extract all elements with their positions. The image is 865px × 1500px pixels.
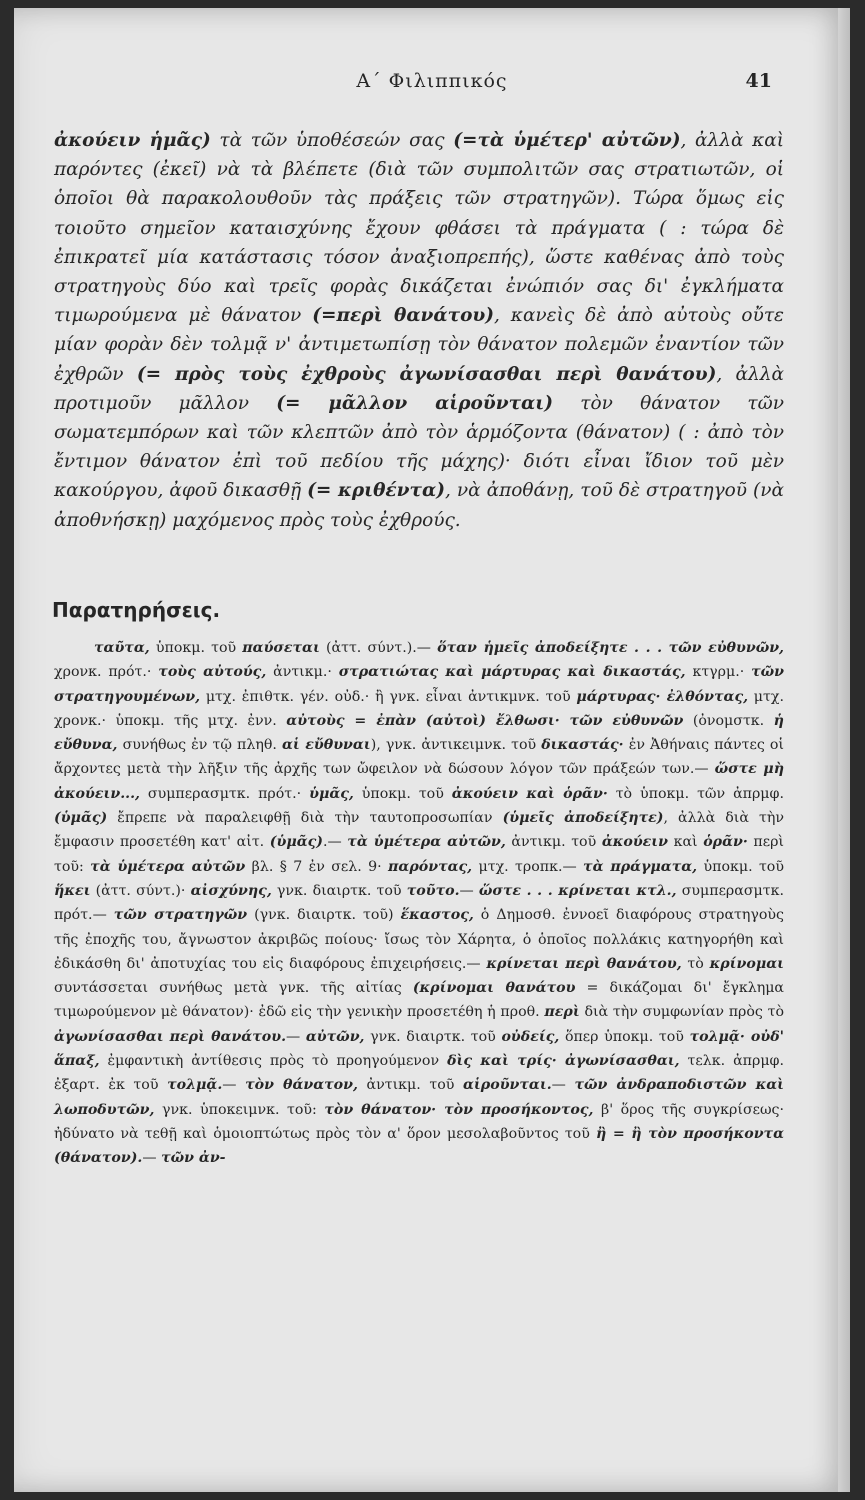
page-number: 41 (745, 70, 772, 92)
main-translation-text: ἀκούειν ἡμᾶς) τὰ τῶν ὑποθέσεών σας (=τὰ ὑμέτερ' αὐτῶν), ἀλλὰ καὶ παρόντες (ἐκεῖ) νὰ τὰ βλέπετε (διὰ τῶν συμπολιτῶν σας στρατιωτῶν, οἱ ὁποῖοι θὰ παρακολουθοῦν τὰς πράξεις τῶν στρατηγῶν). Τώρα ὅμως εἰς τοιοῦτο σημεῖον καταισχύνης ἔχουν φθάσει τὰ πράγματα ( : τώρα δὲ ἐπικρατεῖ μία κατάστασις τόσον ἀναξιοπρεπής), ὥστε καθένας ἀπὸ τοὺς στρατηγοὺς δύο καὶ τρεῖς φορὰς δικάζεται ἐνώπιόν σας δι' ἐγκλήματα τιμωρούμενα μὲ θάνατον (=περὶ θανάτου), κανεὶς δὲ ἀπὸ αὐτοὺς οὔτε μίαν φορὰν δὲν τολμᾷ ν' ἀντιμετωπίσῃ τὸν θάνατον πολεμῶν ἐναντίον τῶν ἐχθρῶν (= πρὸς τοὺς ἐχθροὺς ἀγωνίσασθαι περὶ θανάτου), ἀλλὰ προτιμοῦν μᾶλλον (= μᾶλλον αἱροῦνται) τὸν θάνατον τῶν σωματεμπόρων καὶ τῶν κλεπτῶν ἀπὸ τὸν ἁρμόζοντα (θάνατον) ( : ἀπὸ τὸν ἔντιμον θάνατον ἐπὶ τοῦ πεδίου τῆς μάχης)· διότι εἶναι ἴδιον τοῦ μὲν κακούργου, ἀφοῦ δικασθῇ (= κριθέντα), νὰ ἀποθάνῃ, τοῦ δὲ στρατηγοῦ (νὰ ἀποθνήσκῃ) μαχόμενος πρὸς τοὺς ἐχθρούς. (54, 130, 784, 531)
notes-paragraph: ταῦτα, ὑποκμ. τοῦ παύσεται (ἀττ. σύντ.).— ὅταν ἡμεῖς ἀποδείξητε . . . τῶν εὐθυνῶν, χρονκ. πρότ.· τοὺς αὐτούς, ἀντικμ.· στρατιώτας καὶ μάρτυρας καὶ δικαστάς, κτγρμ.· τῶν στρατηγουμένων, μτχ. ἐπιθτκ. γέν. οὐδ.· ἢ γνκ. εἶναι ἀντικμνκ. τοῦ μάρτυρας· ἐλθόντας, μτχ. χρονκ.· ὑποκμ. τῆς μτχ. ἐνν. αὐτοὺς = ἐπὰν (αὐτοὶ) ἔλθωσι· τῶν εὐθυνῶν (ὀνομστκ. ἡ εὔθυνα, συνήθως ἐν τῷ πληθ. αἱ εὔθυναι), γνκ. ἀντικειμνκ. τοῦ δικαστάς· ἐν Ἀθήναις πάντες οἱ ἄρχοντες μετὰ τὴν λῆξιν τῆς ἀρχῆς των ὤφειλον νὰ δώσουν λόγον τῶν πράξεών των.— ὥστε μὴ ἀκούειν..., συμπερασμτκ. πρότ.· ὑμᾶς, ὑποκμ. τοῦ ἀκούειν καὶ ὁρᾶν· τὸ ὑποκμ. τῶν ἀπρμφ. (ὑμᾶς) ἔπρεπε νὰ παραλειφθῇ διὰ τὴν ταυτοπροσωπίαν (ὑμεῖς ἀποδείξητε), ἀλλὰ διὰ τὴν ἔμφασιν προσετέθη κατ' αἰτ. (ὑμᾶς).— τὰ ὑμέτερα αὐτῶν, ἀντικμ. τοῦ ἀκούειν καὶ ὁρᾶν· περὶ τοῦ: τὰ ὑμέτερα αὐτῶν βλ. § 7 ἐν σελ. 9· παρόντας, μτχ. τροπκ.— τὰ πράγματα, ὑποκμ. τοῦ ἥκει (ἀττ. σύντ.)· αἰσχύνης, γνκ. διαιρτκ. τοῦ τοῦτο.— ὥστε . . . κρίνεται κτλ., συμπερασμτκ. πρότ.— τῶν στρατηγῶν (γνκ. διαιρτκ. τοῦ) ἕκαστος, ὁ Δημοσθ. ἐννοεῖ διαφόρους στρατηγοὺς τῆς ἐποχῆς του, ἄγνωστον ἀκριβῶς ποίους· ἴσως τὸν Χάρητα, ὁ ὁποῖος πολλάκις κατηγορήθη καὶ ἐδικάσθη δι' ἀποτυχίας του εἰς διαφόρους ἐπιχειρήσεις.— κρίνεται περὶ θανάτου, τὸ κρίνομαι συντάσσεται συνήθως μετὰ γνκ. τῆς αἰτίας (κρίνομαι θανάτου = δικάζομαι δι' ἔγκλημα τιμωρούμενον μὲ θάνατον)· ἐδῶ εἰς τὴν γενικὴν προσετέθη ἡ προθ. περὶ διὰ τὴν συμφωνίαν πρὸς τὸ ἀγωνίσασθαι περὶ θανάτου.— αὐτῶν, γνκ. διαιρτκ. τοῦ οὐδείς, ὅπερ ὑποκμ. τοῦ τολμᾷ· οὐδ' ἅπαξ, ἐμφαντικὴ ἀντίθεσις πρὸς τὸ προηγούμενον δὶς καὶ τρίς· ἀγωνίσασθαι, τελκ. ἀπρμφ. ἐξαρτ. ἐκ τοῦ τολμᾷ.— τὸν θάνατον, ἀντικμ. τοῦ αἱροῦνται.— τῶν ἀνδραποδιστῶν καὶ λωποδυτῶν, γνκ. ὑποκειμνκ. τοῦ: τὸν θάνατον· τὸν προσήκοντος, β' ὅρος τῆς συγκρίσεως· ἠδύνατο νὰ τεθῇ καὶ ὁμοιοπτώτως πρὸς τὸν α' ὅρον μεσολαβοῦντος τοῦ ἢ = ἢ τὸν προσήκοντα (θάνατον).— τῶν ἀν- (54, 640, 785, 1167)
page-edge-shadow (838, 8, 850, 1492)
notes-section (54, 636, 784, 1171)
book-page (14, 8, 850, 1492)
running-title: Α΄ Φιλιππικός (356, 70, 508, 92)
notes-heading: Παρατηρήσεις. (52, 598, 221, 622)
